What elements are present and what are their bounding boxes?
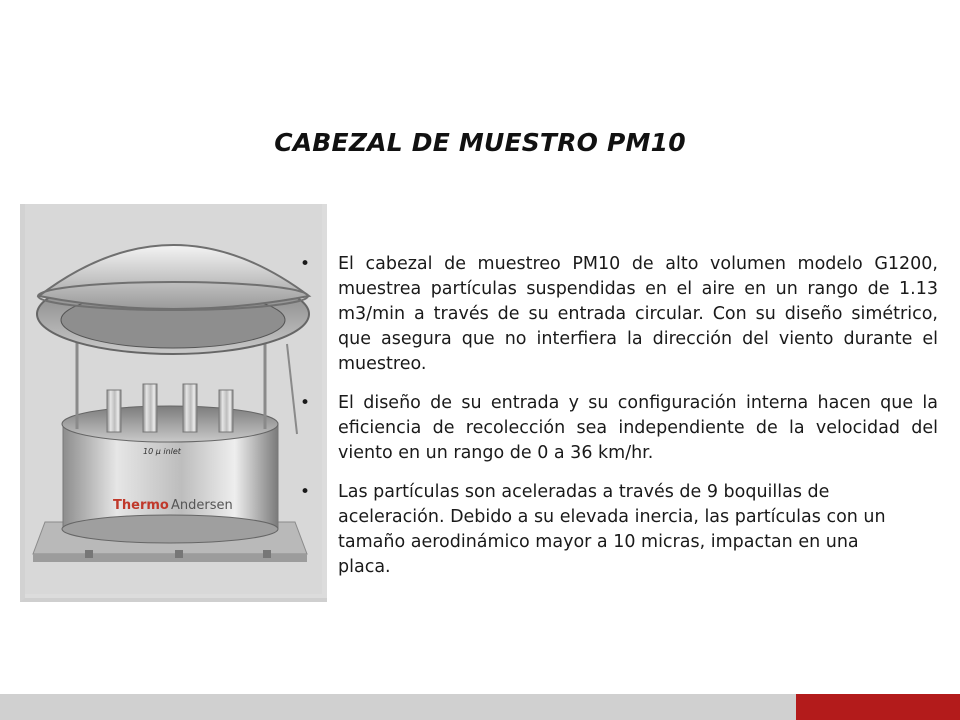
bullet-icon: •: [300, 254, 311, 274]
bullet-item: [300, 480, 908, 580]
footer-accent: [796, 694, 960, 720]
bullet-item: [300, 391, 938, 466]
bullet-item: [300, 252, 938, 377]
brand-thermo: Thermo: [113, 498, 169, 513]
bullet-icon: •: [300, 482, 311, 502]
bullet-list: [300, 252, 940, 594]
bullet-text: El cabezal de muestreo PM10 de alto volumen modelo G1200, muestrea partículas suspendidas en el aire en un rango de 1.13 m3/min a través de su entrada circular. Con su diseño simétrico, que asegura que no interfiera la dirección del viento durante el muestreo.: [338, 254, 938, 374]
band-label: 10 µ inlet: [143, 447, 181, 456]
brand-andersen: Andersen: [171, 498, 233, 513]
bullet-text: Las partículas son aceleradas a través de 9 boquillas de aceleración. Debido a su elevada inercia, las partículas con un tamaño aerodinámico mayor a 10 micras, impactan en una placa.: [338, 482, 886, 577]
sampler-photo: [20, 204, 327, 602]
bullet-icon: •: [300, 393, 311, 413]
bullet-text: El diseño de su entrada y su configuración interna hacen que la eficiencia de recolección sea independiente de la velocidad del viento en un rango de 0 a 36 km/hr.: [338, 393, 938, 463]
slide-title: CABEZAL DE MUESTRO PM10: [274, 128, 686, 157]
